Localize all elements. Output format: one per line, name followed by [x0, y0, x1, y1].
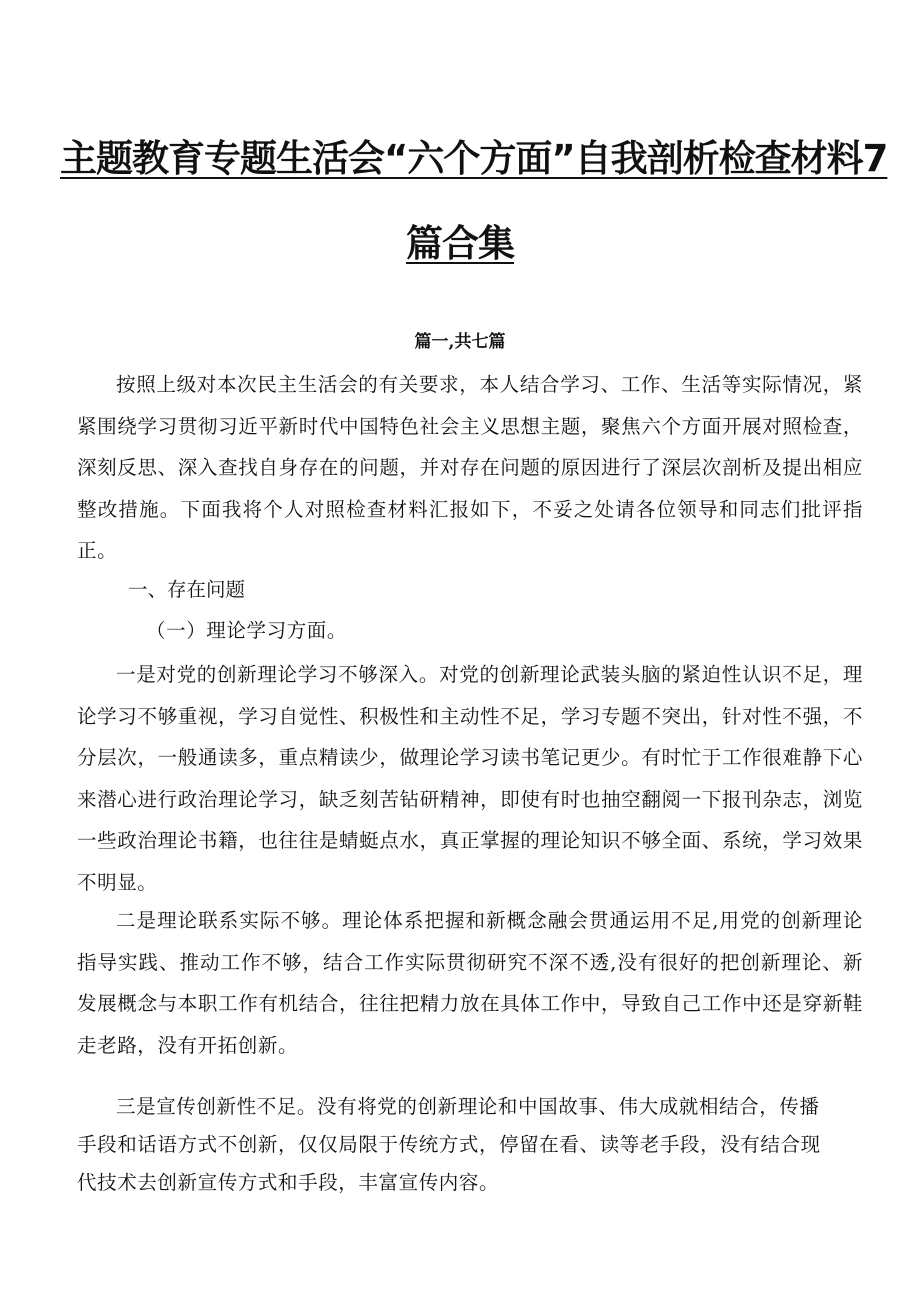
document-title-line-2: 篇合集 — [406, 222, 514, 265]
paragraph-block-2 — [77, 900, 863, 1066]
intro-paragraph: 按照上级对本次民主生活会的有关要求，本人结合学习、工作、生活等实际情况，紧紧围绕学习贯彻习近平新时代中国特色社会主义思想主题，聚焦六个方面开展对照检查，深刻反思、深入查找自身存在的问题，并对存在问题的原因进行了深层次剖析及提出相应整改措施。下面我将个人对照检查材料汇报如下，不妥之处请各位领导和同志们批评指正。 — [77, 373, 863, 562]
paragraph-1: 一是对党的创新理论学习不够深入。对党的创新理论武装头脑的紧迫性认识不足，理论学习不够重视，学习自觉性、积极性和主动性不足，学习专题不突出，针对性不强，不分层次，一般通读多，重点精读少，做理论学习读书笔记更少。有时忙于工作很难静下心来潜心进行政治理论学习，缺乏刻苦钻研精神，即使有时也抽空翻阅一下报刊杂志，浏览一些政治理论书籍，也往往是蜻蜓点水，真正掌握的理论知识不够全面、系统，学习效果不明显。 — [77, 663, 863, 894]
paragraph-3: 三是宣传创新性不足。没有将党的创新理论和中国故事、伟大成就相结合，传播手段和话语方式不创新，仅仅局限于传统方式，停留在看、读等老手段，没有结合现代技术去创新宣传方式和手段，丰富宣传内容。 — [77, 1095, 821, 1194]
paragraph-block-1 — [77, 654, 863, 903]
intro-block — [77, 364, 863, 572]
section-heading: 一、存在问题 — [128, 578, 246, 601]
paragraph-2: 二是理论联系实际不够。理论体系把握和新概念融会贯通运用不足,用党的创新理论指导实践、推动工作不够，结合工作实际贯彻研究不深不透,没有很好的把创新理论、新发展概念与本职工作有机结合，往往把精力放在具体工作中，导致自己工作中还是穿新鞋走老路，没有开拓创新。 — [77, 909, 863, 1057]
document-title-line-1: 主题教育专题生活会“六个方面”自我剖析检查材料7 — [60, 137, 888, 180]
subsection-heading: （一）理论学习方面。 — [146, 619, 348, 642]
paragraph-block-3 — [77, 1088, 837, 1202]
document-subtitle: 篇一,共七篇 — [414, 332, 506, 352]
